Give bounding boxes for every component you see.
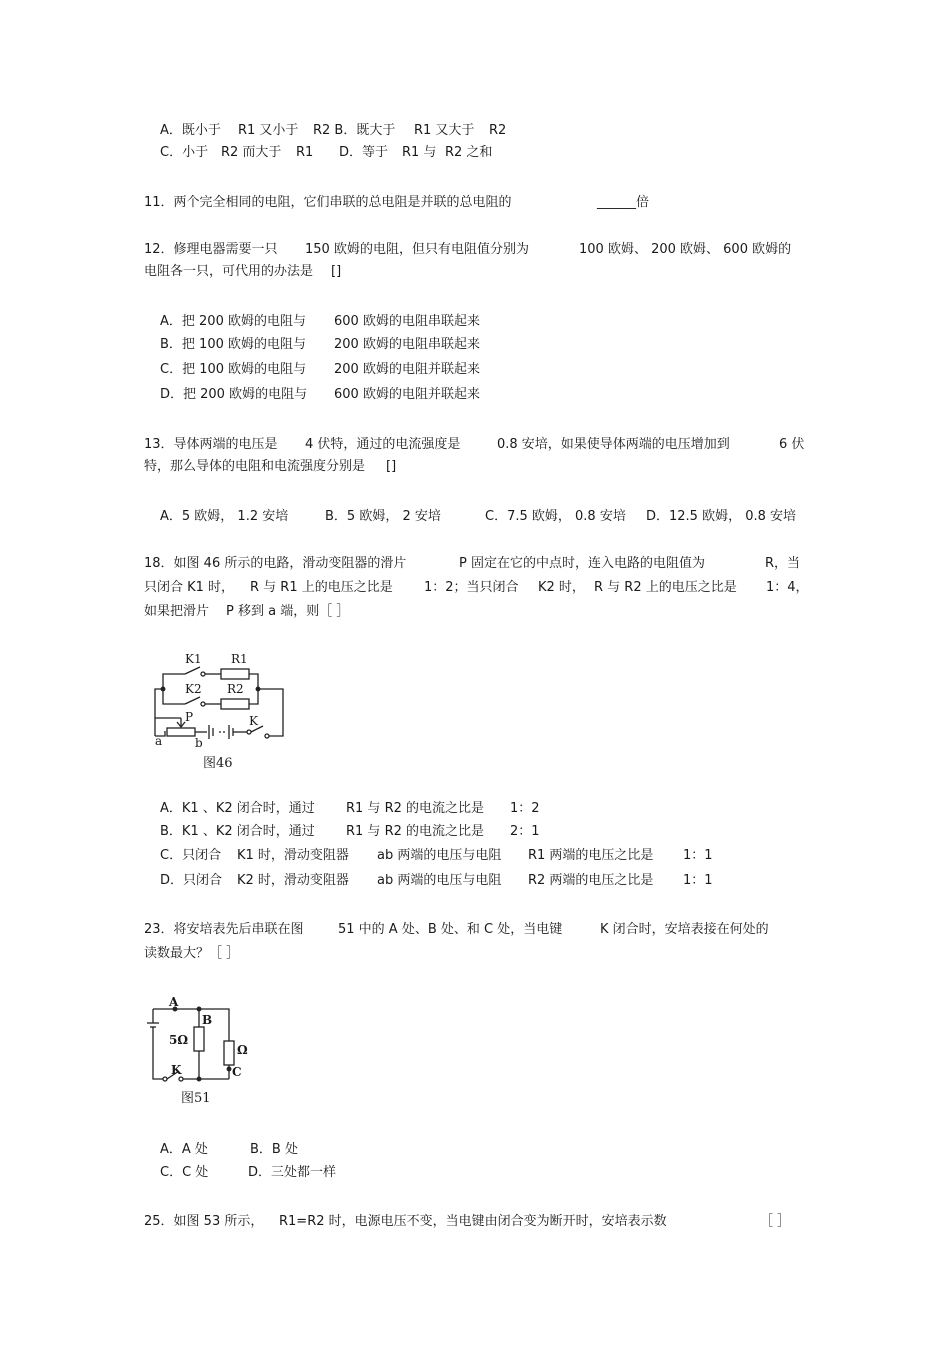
q13-text: 6 伏 bbox=[779, 437, 805, 452]
fig46-caption: 图46 bbox=[203, 756, 233, 771]
q13-text: 13．导体两端的电压是 bbox=[144, 437, 278, 452]
q23-text: 51 中的 A 处、B 处、和 C 处，当电键 bbox=[338, 922, 563, 937]
fig51-label-resistor-2: Ω bbox=[237, 1043, 248, 1057]
q10-option-a-text: R1 又小于 bbox=[238, 123, 299, 138]
q12-text: 12．修理电器需要一只 bbox=[144, 242, 278, 257]
q11-blank: ______倍 bbox=[597, 195, 650, 210]
q23-option-d: D．三处都一样 bbox=[248, 1165, 337, 1180]
q25-text: R1=R2 时，电源电压不变，当电键由闭合变为断开时，安培表示数 bbox=[279, 1214, 667, 1229]
fig46-label-k1: K1 bbox=[185, 652, 202, 666]
fig51-label-b: B bbox=[202, 1013, 213, 1027]
q18-option-text: R2 两端的电压之比是 bbox=[528, 873, 654, 888]
q23-text: 23．将安培表先后串联在图 bbox=[144, 922, 304, 937]
q18-option-text: D．只闭合 bbox=[160, 873, 223, 888]
q18-option-text: R1 与 R2 的电流之比是 bbox=[346, 824, 485, 839]
q12-option-text: 200 欧姆的电阻串联起来 bbox=[334, 337, 480, 352]
q12-option-text: B．把 100 欧姆的电阻与 bbox=[160, 337, 306, 352]
q18-text: R 与 R2 上的电压之比是 bbox=[594, 580, 737, 595]
q18-text: 如果把滑片 bbox=[144, 604, 210, 619]
fig46-label-r1: R1 bbox=[231, 652, 248, 666]
fig46-label-k: K bbox=[249, 714, 258, 728]
q12-option-text: 200 欧姆的电阻并联起来 bbox=[334, 362, 480, 377]
q18-text: 1：2；当只闭合 bbox=[424, 580, 519, 595]
fig46-label-a: a bbox=[155, 734, 163, 748]
q18-text: P 移到 a 端，则［ ］ bbox=[226, 604, 350, 619]
q18-option-text: 1：1 bbox=[683, 848, 713, 863]
q12-option-text: C．把 100 欧姆的电阻与 bbox=[160, 362, 307, 377]
q23-option-a: A．A 处 bbox=[160, 1142, 208, 1157]
fig46-label-k2: K2 bbox=[185, 682, 202, 696]
q18-option-text: R1 两端的电压之比是 bbox=[528, 848, 654, 863]
q18-text: P 固定在它的中点时，连入电路的电阻值为 bbox=[459, 556, 705, 571]
q25-answer-bracket: ［ ］ bbox=[760, 1214, 791, 1229]
q18-text: 18．如图 46 所示的电路，滑动变阻器的滑片 bbox=[144, 556, 407, 571]
q10-option-d-text: R1 与 bbox=[402, 145, 437, 160]
q18-option-text: C．只闭合 bbox=[160, 848, 222, 863]
q18-option-text: ab 两端的电压与电阻 bbox=[377, 848, 502, 863]
q18-text: 1：4， bbox=[766, 580, 809, 595]
q13-option-b: B．5 欧姆， 2 安培 bbox=[325, 509, 441, 524]
q13-text: 0.8 安培，如果使导体两端的电压增加到 bbox=[497, 437, 730, 452]
fig46-label-b: b bbox=[195, 736, 203, 750]
q10-option-c-text: C．小于 bbox=[160, 145, 209, 160]
q10-option-b-text: R2 bbox=[489, 123, 507, 138]
q12-option-text: D．把 200 欧姆的电阻与 bbox=[160, 387, 308, 402]
q13-text: 特，那么导体的电阻和电流强度分别是 bbox=[144, 459, 366, 474]
q12-answer-bracket: [] bbox=[331, 264, 342, 279]
q18-text: K2 时， bbox=[538, 580, 585, 595]
q18-option-text: A．K1 、K2 闭合时，通过 bbox=[160, 801, 315, 816]
q18-option-text: 2：1 bbox=[510, 824, 540, 839]
q18-option-text: 1：1 bbox=[683, 873, 713, 888]
figure-51-circuit bbox=[145, 995, 255, 1105]
q18-option-text: R1 与 R2 的电流之比是 bbox=[346, 801, 485, 816]
q12-option-text: A．把 200 欧姆的电阻与 bbox=[160, 314, 306, 329]
fig51-label-a: A bbox=[169, 995, 179, 1009]
q23-option-c: C．C 处 bbox=[160, 1165, 209, 1180]
q13-text: 4 伏特，通过的电流强度是 bbox=[305, 437, 461, 452]
fig46-label-p: P bbox=[185, 710, 194, 724]
q10-option-c-text: R2 而大于 bbox=[221, 145, 282, 160]
q10-option-d-text: D．等于 bbox=[339, 145, 389, 160]
q18-option-text: ab 两端的电压与电阻 bbox=[377, 873, 502, 888]
q10-option-b-text: R2 B．既大于 bbox=[313, 123, 396, 138]
fig46-label-r2: R2 bbox=[227, 682, 244, 696]
q11-text: 11．两个完全相同的电阻，它们串联的总电阻是并联的总电阻的 bbox=[144, 195, 512, 210]
q10-option-c-text: R1 bbox=[296, 145, 314, 160]
q23-option-b: B．B 处 bbox=[250, 1142, 298, 1157]
q23-text: 读数最大？［ ］ bbox=[144, 946, 240, 961]
q18-option-text: 1：2 bbox=[510, 801, 540, 816]
fig51-label-k: K bbox=[171, 1063, 182, 1077]
figure-46-circuit bbox=[145, 648, 290, 773]
q18-option-text: B．K1 、K2 闭合时，通过 bbox=[160, 824, 315, 839]
q13-option-c: C．7.5 欧姆， 0.8 安培 bbox=[485, 509, 626, 524]
q10-option-a-text: A．既小于 bbox=[160, 123, 221, 138]
q10-option-d-text: R2 之和 bbox=[445, 145, 493, 160]
q18-text: R 与 R1 上的电压之比是 bbox=[250, 580, 393, 595]
q18-option-text: K1 时，滑动变阻器 bbox=[237, 848, 349, 863]
q13-option-d: D．12.5 欧姆， 0.8 安培 bbox=[646, 509, 797, 524]
fig51-caption: 图51 bbox=[181, 1091, 211, 1106]
q12-text: 100 欧姆、 200 欧姆、 600 欧姆的 bbox=[579, 242, 792, 257]
q13-option-a: A．5 欧姆， 1.2 安培 bbox=[160, 509, 289, 524]
fig51-label-resistor-1: 5Ω bbox=[169, 1033, 189, 1047]
q18-text: 只闭合 K1 时， bbox=[144, 580, 235, 595]
q12-option-text: 600 欧姆的电阻并联起来 bbox=[334, 387, 480, 402]
q12-text: 150 欧姆的电阻，但只有电阻值分别为 bbox=[305, 242, 529, 257]
q18-option-text: K2 时，滑动变阻器 bbox=[237, 873, 349, 888]
q25-text: 25．如图 53 所示， bbox=[144, 1214, 264, 1229]
q12-text: 电阻各一只，可代用的办法是 bbox=[144, 264, 314, 279]
fig51-label-c: C bbox=[232, 1065, 242, 1079]
q10-option-b-text: R1 又大于 bbox=[414, 123, 475, 138]
q23-text: K 闭合时，安培表接在何处的 bbox=[600, 922, 769, 937]
q18-text: R，当 bbox=[765, 556, 801, 571]
q13-answer-bracket: [] bbox=[386, 459, 397, 474]
q12-option-text: 600 欧姆的电阻串联起来 bbox=[334, 314, 480, 329]
